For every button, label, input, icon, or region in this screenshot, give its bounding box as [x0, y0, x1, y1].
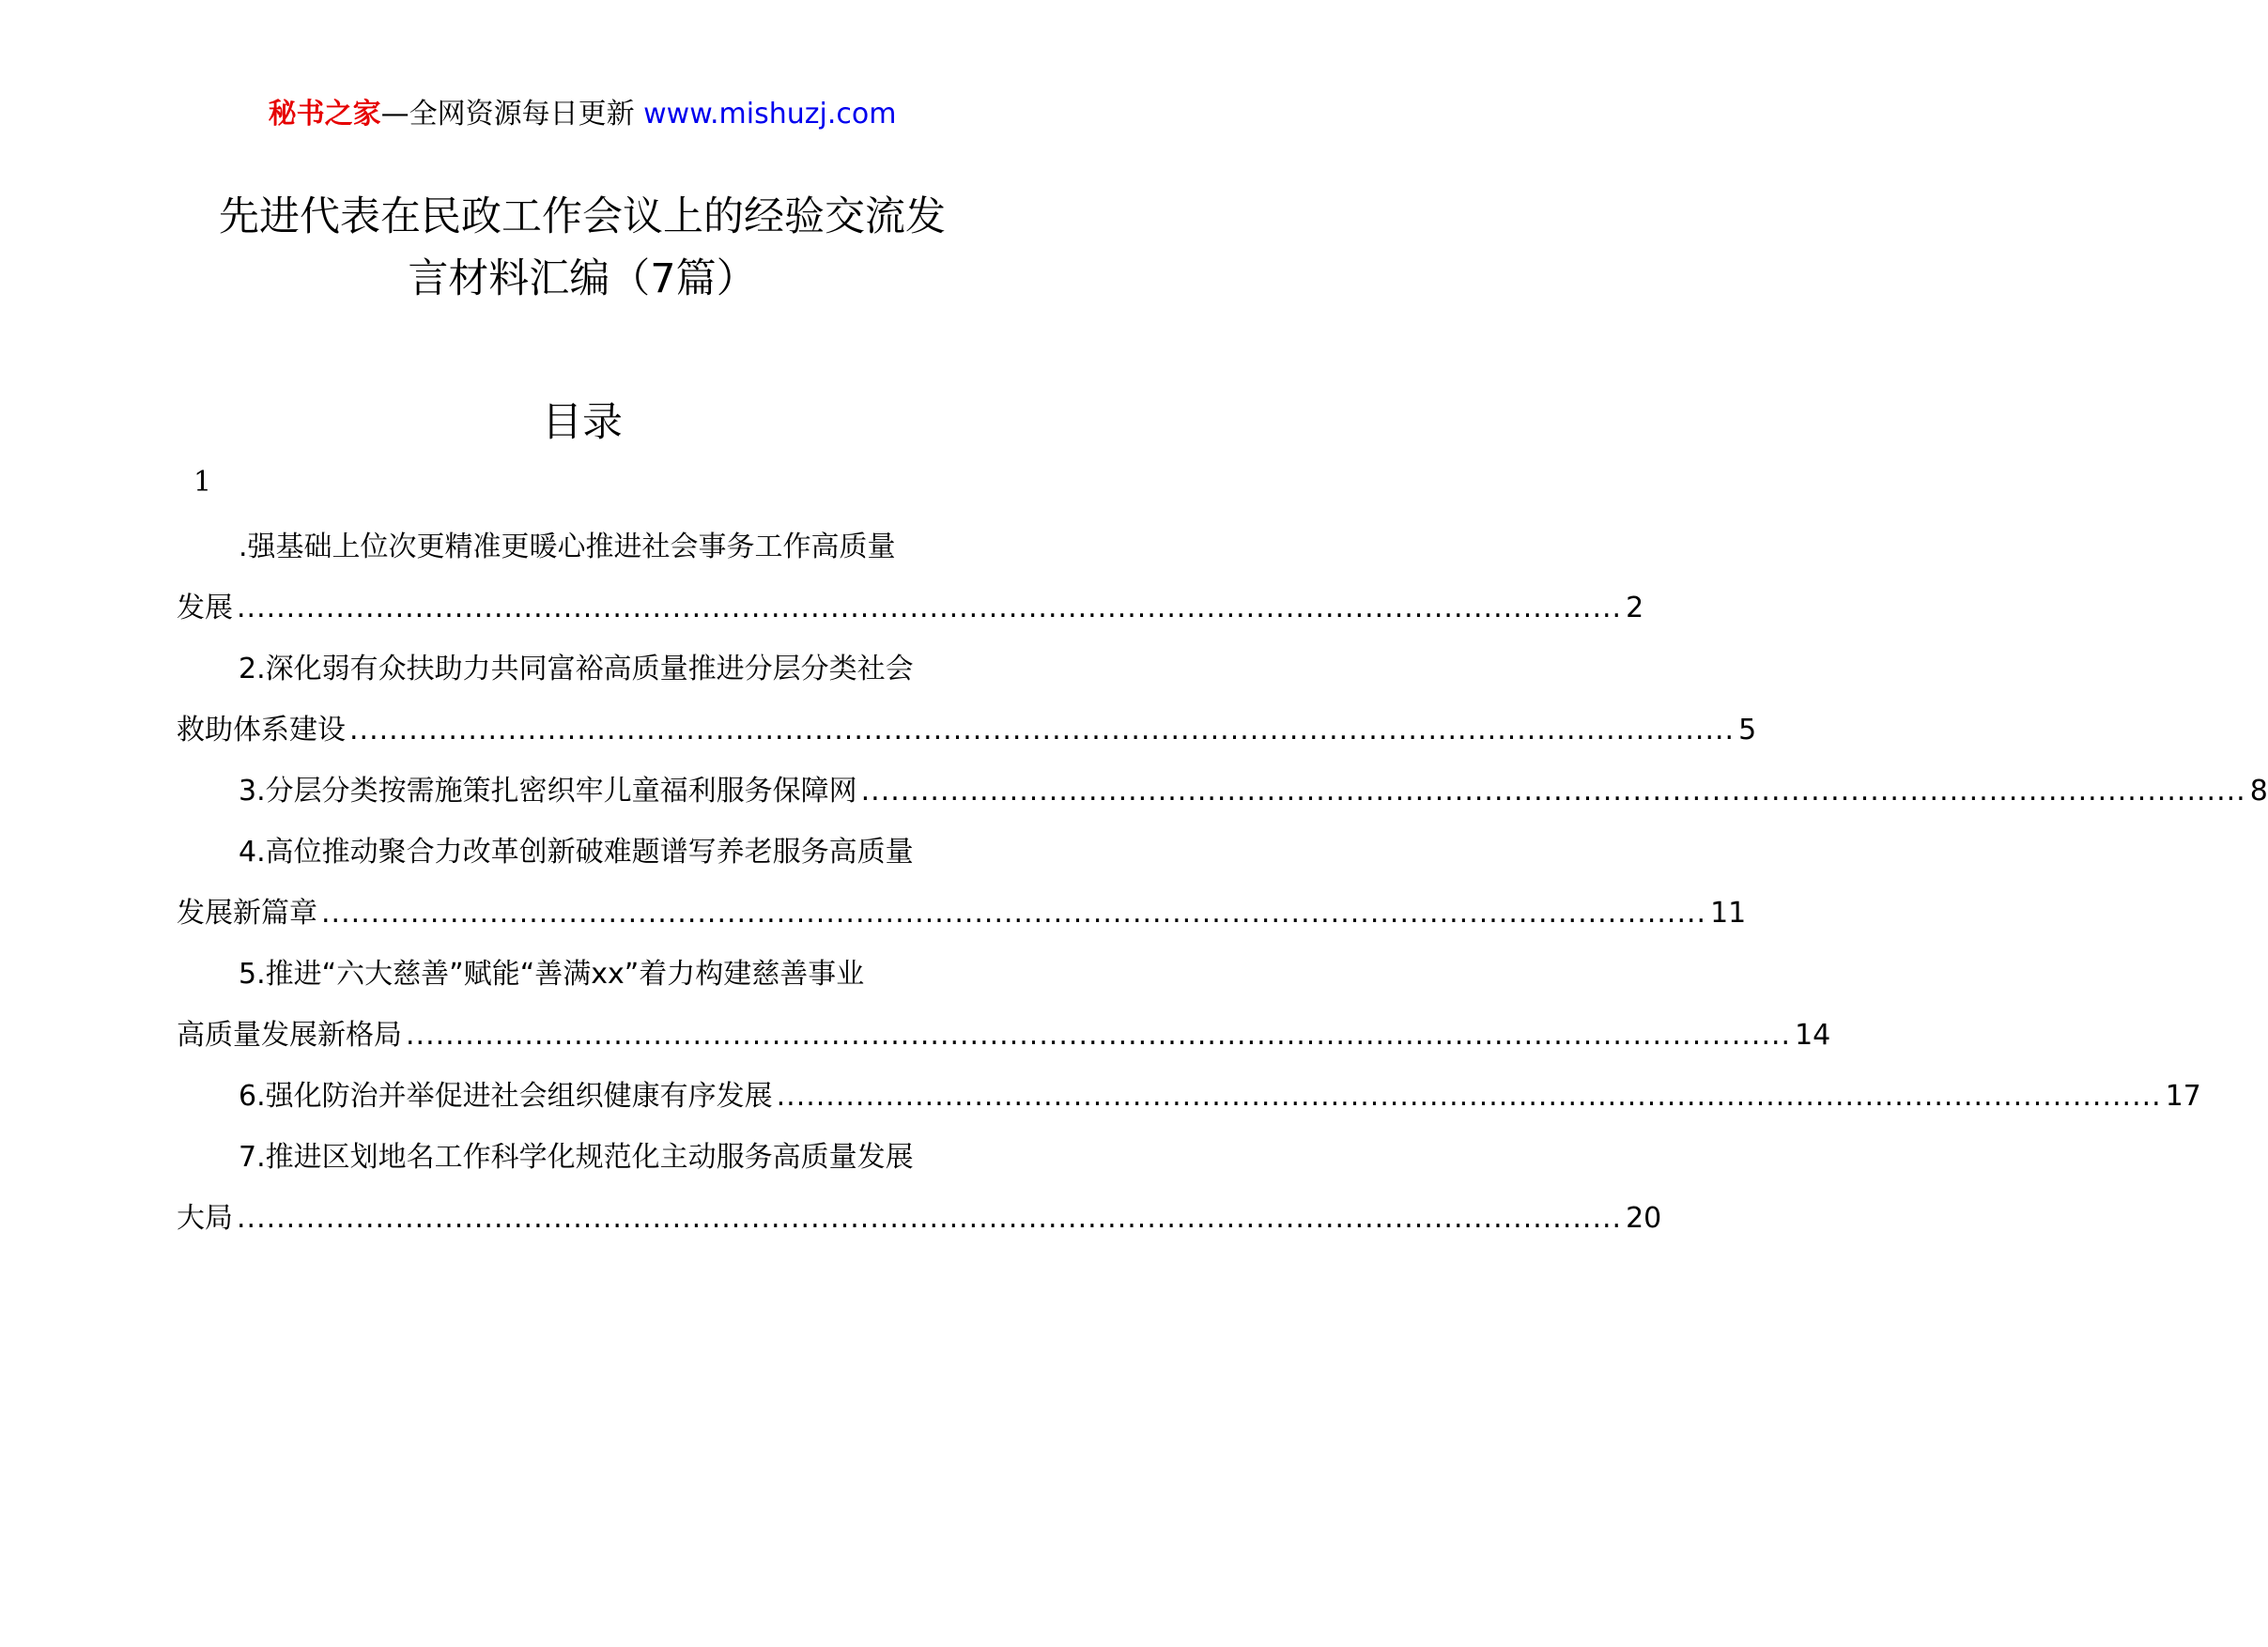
dot-leader: ............................................................................................................................................: [776, 1080, 2162, 1113]
toc-entry-4[interactable]: [177, 822, 1747, 944]
toc-entry-title: 7.推进区划地名工作科学化规范化主动服务高质量发展: [239, 1141, 914, 1174]
banner-tagline: —全网资源每日更新: [380, 98, 635, 131]
toc-entry-title: .强基础上位次更精准更暖心推进社会事务工作高质量: [239, 531, 896, 563]
document-title-line-1: 先进代表在民政工作会议上的经验交流发: [219, 193, 946, 240]
brand-name: 秘书之家: [268, 98, 381, 131]
toc-page-number: 17: [2165, 1080, 2201, 1113]
toc-entry-title-cont: 大局: [177, 1202, 233, 1235]
stray-number: 1: [193, 466, 212, 499]
toc-page-number: 11: [1710, 897, 1747, 930]
toc-entry-title: 2.深化弱有众扶助力共同富裕高质量推进分层分类社会: [239, 653, 914, 685]
toc-entry-6[interactable]: [177, 1066, 2201, 1127]
site-banner: [0, 94, 1165, 135]
toc-entry-2[interactable]: [177, 639, 1757, 761]
toc-entry-title-cont: 高质量发展新格局: [177, 1019, 402, 1052]
toc-page-number: 5: [1738, 714, 1757, 747]
toc-page-number: 8: [2249, 775, 2268, 808]
document-title-line-2: 言材料汇编（7篇）: [408, 255, 757, 302]
dot-leader: ............................................................................................................................................: [237, 1202, 1623, 1235]
toc-entry-title: 3.分层分类按需施策扎密织牢儿童福利服务保障网: [239, 775, 857, 808]
toc-entry-title: 4.高位推动聚合力改革创新破难题谱写养老服务高质量: [239, 836, 914, 869]
toc-entry-title-cont: 发展: [177, 592, 233, 624]
document-title: [141, 186, 1024, 310]
dot-leader: ............................................................................................................................................: [321, 897, 1707, 930]
toc-entry-5[interactable]: [177, 944, 1831, 1066]
toc-page-number: 20: [1626, 1202, 1662, 1235]
table-of-contents: [177, 516, 2268, 1249]
toc-page-number: 2: [1626, 592, 1644, 624]
toc-entry-3[interactable]: [177, 761, 2268, 822]
toc-entry-title: 5.推进“六大慈善”赋能“善满xx”着力构建慈善事业: [239, 958, 865, 991]
toc-entry-1[interactable]: [177, 516, 1644, 639]
dot-leader: ............................................................................................................................................: [237, 592, 1623, 624]
toc-heading: 目录: [542, 399, 623, 446]
toc-page-number: 14: [1795, 1019, 1831, 1052]
dot-leader: ............................................................................................................................................: [349, 714, 1736, 747]
toc-entry-title-cont: 发展新篇章: [177, 897, 317, 930]
toc-entry-title: 6.强化防治并举促进社会组织健康有序发展: [239, 1080, 773, 1113]
dot-leader: ............................................................................................................................................: [860, 775, 2246, 808]
dot-leader: ............................................................................................................................................: [406, 1019, 1792, 1052]
site-url-link[interactable]: www.mishuzj.com: [643, 98, 897, 131]
toc-entry-7[interactable]: [177, 1127, 1662, 1249]
toc-entry-title-cont: 救助体系建设: [177, 714, 346, 747]
